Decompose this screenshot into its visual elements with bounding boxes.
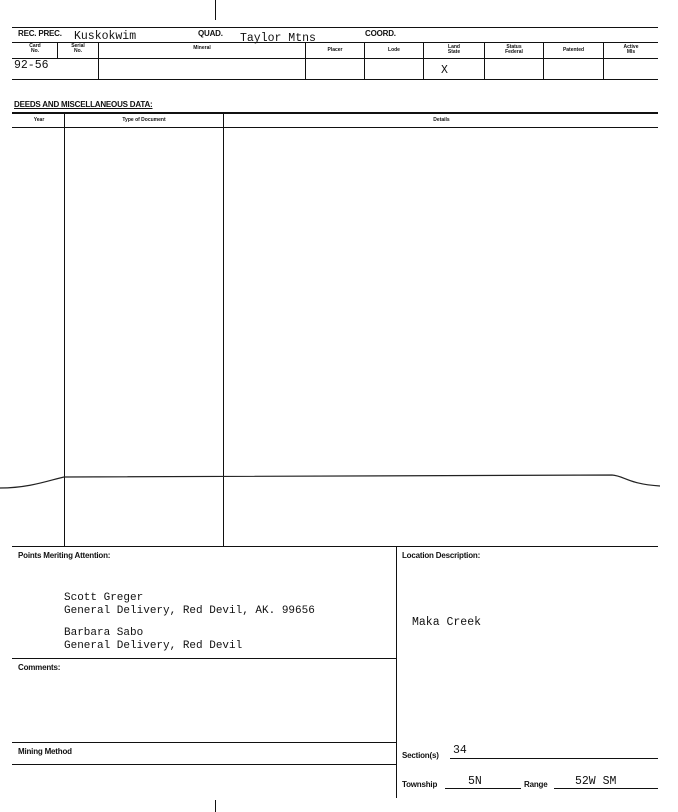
claim-table-top-rule	[12, 42, 658, 43]
range-label: Range	[524, 780, 548, 789]
deeds-col-details: Details	[433, 117, 450, 123]
section-underline	[450, 758, 658, 759]
township-underline	[445, 788, 521, 789]
section-label: Section(s)	[402, 751, 439, 760]
mining-method-bottom-rule	[12, 764, 396, 765]
deeds-top-rule	[12, 112, 658, 114]
col-land-state: Land State	[447, 44, 461, 55]
point-1-name: Scott Greger	[64, 592, 144, 604]
comments-label: Comments:	[18, 663, 61, 672]
deeds-col-year: Year	[33, 117, 45, 123]
deeds-title: DEEDS AND MISCELLANEOUS DATA:	[14, 100, 153, 109]
point-1-address: General Delivery, Red Devil, AK. 99656	[64, 605, 315, 617]
quad-value: Taylor Mtns	[240, 32, 316, 45]
col-lode: Lode	[388, 47, 400, 53]
card-no-value: 92-56	[14, 59, 49, 72]
col-placer: Placer	[327, 47, 343, 53]
location-value: Maka Creek	[412, 616, 482, 629]
header-top-rule	[12, 27, 658, 28]
deeds-bottom-rule	[12, 546, 658, 547]
deeds-header-rule	[12, 127, 658, 128]
mining-method-top-rule	[12, 742, 396, 743]
rec-prec-label: REC. PREC.	[18, 29, 62, 38]
crop-mark-bottom	[215, 800, 216, 812]
comments-top-rule	[12, 658, 396, 659]
land-state-value: X	[441, 64, 448, 77]
quad-label: QUAD.	[198, 29, 223, 38]
coord-label: COORD.	[365, 29, 396, 38]
range-value: 52W SM	[575, 775, 617, 788]
point-2-name: Barbara Sabo	[64, 627, 144, 639]
point-2-address: General Delivery, Red Devil	[64, 640, 243, 652]
col-status-federal: Status Federal	[505, 44, 523, 55]
points-label: Points Meriting Attention:	[18, 551, 111, 560]
township-label: Township	[402, 780, 438, 789]
range-underline	[554, 788, 658, 789]
deeds-col-type: Type of Document	[122, 117, 166, 123]
location-label: Location Description:	[402, 551, 481, 560]
col-active: Active Mls	[623, 44, 639, 55]
fold-line	[0, 466, 678, 496]
lower-divider	[396, 546, 397, 798]
section-value: 34	[453, 744, 467, 757]
col-serial-no: Serial No.	[71, 43, 85, 54]
col-mineral: Mineral	[193, 45, 211, 51]
col-card-no: Card No.	[29, 43, 41, 54]
col-patented: Patented	[562, 47, 585, 53]
township-value: 5N	[468, 775, 482, 788]
claim-table-bottom-rule	[12, 79, 658, 80]
rec-prec-value: Kuskokwim	[74, 30, 137, 43]
mining-method-label: Mining Method	[18, 747, 72, 756]
crop-mark-top	[215, 0, 216, 20]
claim-table-header-rule	[12, 58, 658, 59]
